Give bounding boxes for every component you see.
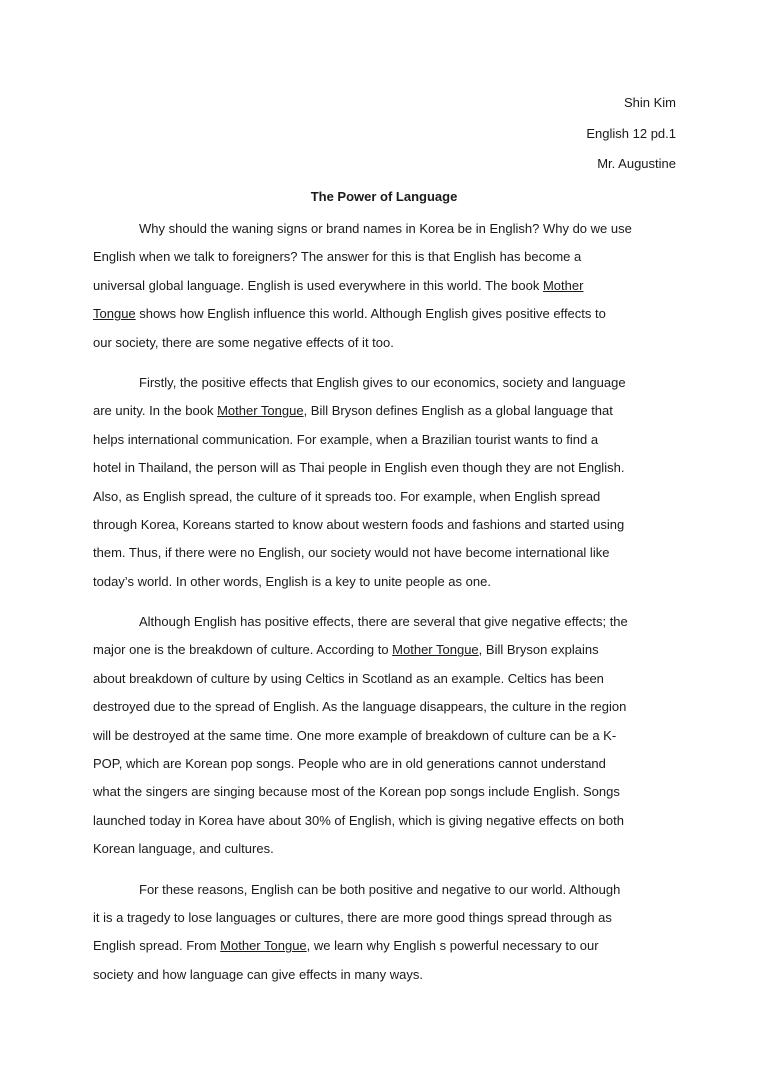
text-segment: English spread. From bbox=[93, 938, 221, 954]
text-segment: launched today in Korea have about 30% of English, which is giving negative effects on both bbox=[93, 812, 624, 828]
text-line bbox=[93, 812, 676, 840]
text-segment: English when we talk to foreigners? The answer for this is that English has become a bbox=[93, 249, 582, 265]
paragraph bbox=[93, 220, 676, 362]
paragraph bbox=[93, 374, 676, 601]
text-line bbox=[93, 755, 676, 783]
student-name: Shin Kim bbox=[623, 95, 676, 110]
text-segment: them. Thus, if there were no English, our society would not have become international like bbox=[93, 545, 610, 561]
book-title-reference: Mother Tongue bbox=[392, 642, 479, 658]
text-segment: society and how language can give effects in many ways. bbox=[93, 966, 424, 982]
text-segment: today’s world. In other words, English is a key to unite people as one. bbox=[93, 573, 491, 589]
text-segment: Korean language, and cultures. bbox=[93, 841, 274, 857]
essay-body bbox=[93, 220, 676, 1006]
text-segment: , Bill Bryson defines English as a global language that bbox=[303, 403, 613, 419]
text-line bbox=[93, 641, 676, 669]
text-segment: it is a tragedy to lose languages or cultures, there are more good things spread through as bbox=[93, 909, 612, 925]
paragraph bbox=[93, 613, 676, 869]
text-line bbox=[93, 727, 676, 755]
text-line bbox=[93, 488, 676, 516]
text-line bbox=[93, 698, 676, 726]
text-line bbox=[93, 459, 676, 487]
teacher-name: Mr. Augustine bbox=[597, 156, 676, 171]
text-segment: POP, which are Korean pop songs. People who are in old generations cannot understand bbox=[93, 756, 606, 772]
text-segment: , Bill Bryson explains bbox=[478, 642, 599, 658]
text-line bbox=[93, 305, 676, 333]
text-segment: major one is the breakdown of culture. According to bbox=[93, 642, 393, 658]
text-segment: Firstly, the positive effects that English gives to our economics, society and language bbox=[139, 374, 626, 390]
text-line bbox=[93, 544, 676, 572]
text-line bbox=[93, 402, 676, 430]
text-line bbox=[93, 783, 676, 811]
text-segment: destroyed due to the spread of English. As the language disappears, the culture in the region bbox=[93, 699, 627, 715]
text-line bbox=[93, 881, 676, 909]
text-line bbox=[93, 840, 676, 868]
header-block bbox=[586, 94, 676, 186]
text-line bbox=[93, 220, 676, 248]
text-segment: For these reasons, English can be both positive and negative to our world. Although bbox=[139, 881, 621, 897]
book-title-reference: Mother bbox=[542, 277, 584, 293]
text-segment: hotel in Thailand, the person will as Thai people in English even though they are not English. bbox=[93, 460, 625, 476]
text-segment: Although English has positive effects, there are several that give negative effects; the bbox=[139, 614, 628, 630]
text-line bbox=[93, 334, 676, 362]
text-segment: universal global language. English is used everywhere in this world. The book bbox=[93, 277, 543, 293]
book-title-reference: Mother Tongue bbox=[220, 938, 307, 954]
book-title-reference: Mother Tongue bbox=[217, 403, 304, 419]
text-line bbox=[93, 670, 676, 698]
text-line bbox=[93, 516, 676, 544]
text-line bbox=[93, 966, 676, 994]
text-line bbox=[93, 613, 676, 641]
text-line bbox=[93, 374, 676, 402]
text-segment: helps international communication. For example, when a Brazilian tourist wants to find a bbox=[93, 431, 599, 447]
course-name: English 12 pd.1 bbox=[586, 125, 676, 141]
text-segment: what the singers are singing because most of the Korean pop songs include English. Songs bbox=[93, 784, 620, 800]
text-line bbox=[93, 573, 676, 601]
text-segment: are unity. In the book bbox=[93, 403, 218, 419]
text-line bbox=[93, 277, 676, 305]
text-line bbox=[93, 937, 676, 965]
text-segment: , we learn why English s powerful necessary to our bbox=[306, 938, 599, 954]
text-line bbox=[93, 909, 676, 937]
text-segment: Also, as English spread, the culture of it spreads too. For example, when English spread bbox=[93, 488, 601, 504]
text-line bbox=[93, 431, 676, 459]
paragraph bbox=[93, 881, 676, 995]
text-segment: will be destroyed at the same time. One more example of breakdown of culture can be a K- bbox=[93, 727, 617, 743]
text-segment: Why should the waning signs or brand names in Korea be in English? Why do we use bbox=[139, 221, 632, 236]
text-segment: shows how English influence this world. Although English gives positive effects to bbox=[135, 306, 606, 322]
text-segment: our society, there are some negative effects of it too. bbox=[93, 334, 394, 350]
text-segment: through Korea, Koreans started to know about western foods and fashions and started using bbox=[93, 516, 625, 532]
book-title-reference: Tongue bbox=[93, 306, 136, 322]
text-segment: about breakdown of culture by using Celtics in Scotland as an example. Celtics has been bbox=[93, 670, 604, 686]
essay-title: The Power of Language bbox=[310, 189, 458, 204]
text-line bbox=[93, 248, 676, 276]
